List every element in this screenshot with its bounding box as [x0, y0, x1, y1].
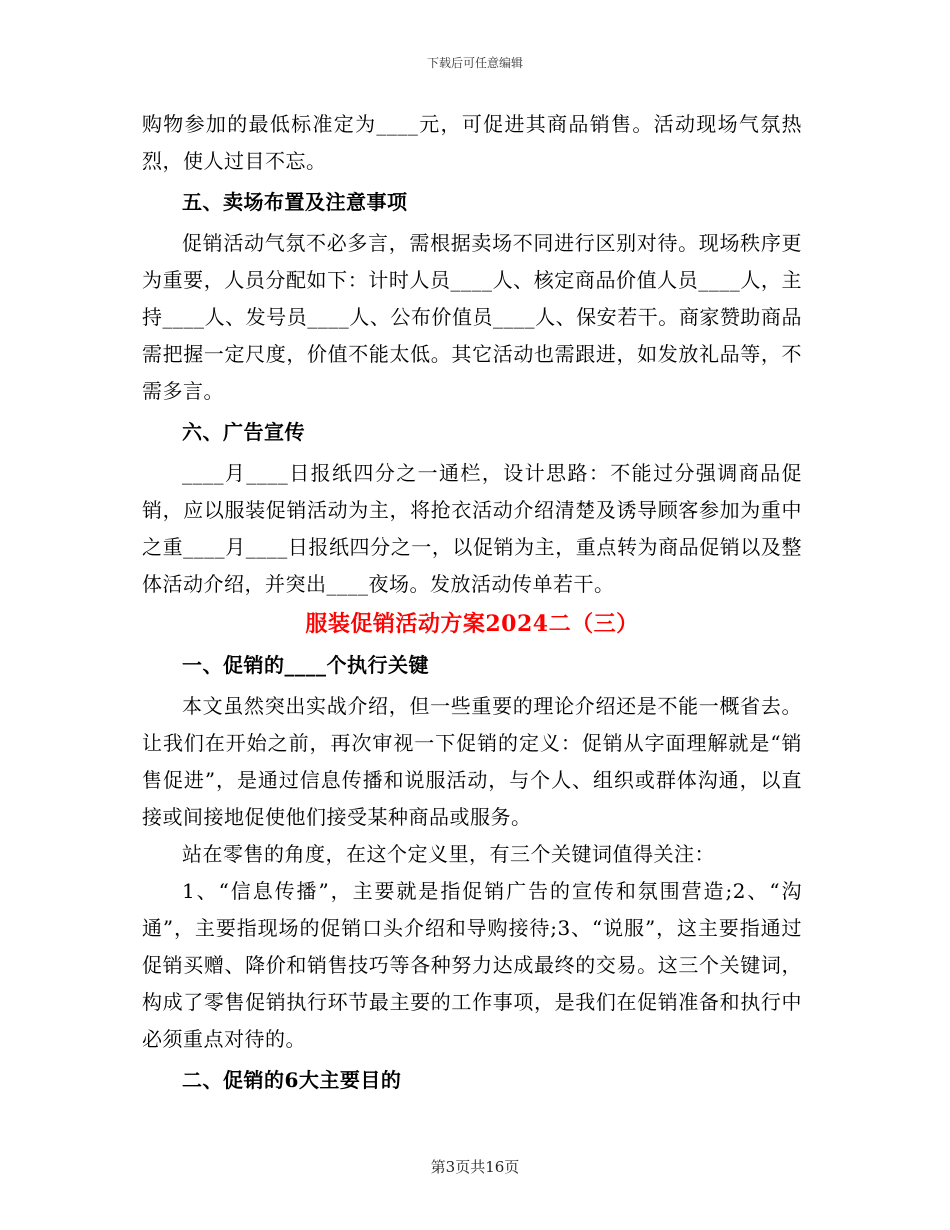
- document-title: 服装促销活动方案2024二（三）: [305, 611, 639, 637]
- paragraph-staff-allocation: 促销活动气氛不必多言，需根据卖场不同进行区别对待。现场秩序更为重要，人员分配如下：计时人员____人、核定商品价值人员____人，主持____人、发号员____人、公布价值员____人、保安若干。商家赞助商品需把握一定尺度，价值不能太低。其它活动也需跟进，如发放礼品等，不需多言。: [142, 231, 802, 403]
- page-footer: 第3页共16页: [430, 1158, 520, 1176]
- page-header: 下载后可任意编辑: [426, 56, 523, 70]
- document-body: [142, 106, 802, 1103]
- paragraph-promotion-definition: 本文虽然突出实战介绍，但一些重要的理论介绍还是不能一概省去。让我们在开始之前，再次审视一下促销的定义：促销从字面理解就是“销售促进”，是通过信息传播和说服活动，与个人、组织或群体沟通，以直接或间接地促使他们接受某种商品或服务。: [142, 694, 802, 829]
- paragraph-retail-perspective: 站在零售的角度，在这个定义里，有三个关键词值得关注：: [182, 842, 715, 866]
- paragraph-min-purchase: 购物参加的最低标准定为____元，可促进其商品销售。活动现场气氛热烈，使人过目不忘。: [142, 112, 802, 173]
- paragraph-newspaper-ads: ____月____日报纸四分之一通栏，设计思路：不能过分强调商品促销，应以服装促销活动为主，将抢衣活动介绍清楚及诱导顾客参加为重中之重____月____日报纸四分之一，以促销为主，重点转为商品促销以及整体活动介绍，并突出____夜场。发放活动传单若干。: [142, 461, 802, 596]
- section-heading-venue-layout: 五、卖场布置及注意事项: [182, 190, 408, 214]
- section-heading-advertising: 六、广告宣传: [182, 420, 305, 444]
- paragraph-three-keywords: 1、“信息传播”，主要就是指促销广告的宣传和氛围营造;2、“沟通”，主要指现场的促销口头介绍和导购接待;3、“说服”，这主要指通过促销买赠、降价和销售技巧等各种努力达成最终的交易。这三个关键词，构成了零售促销执行环节最主要的工作事项，是我们在促销准备和执行中必须重点对待的。: [142, 879, 802, 1051]
- section-heading-main-goals: 二、促销的6大主要目的: [182, 1068, 402, 1092]
- section-heading-execution-keys: 一、促销的____个执行关键: [182, 653, 429, 677]
